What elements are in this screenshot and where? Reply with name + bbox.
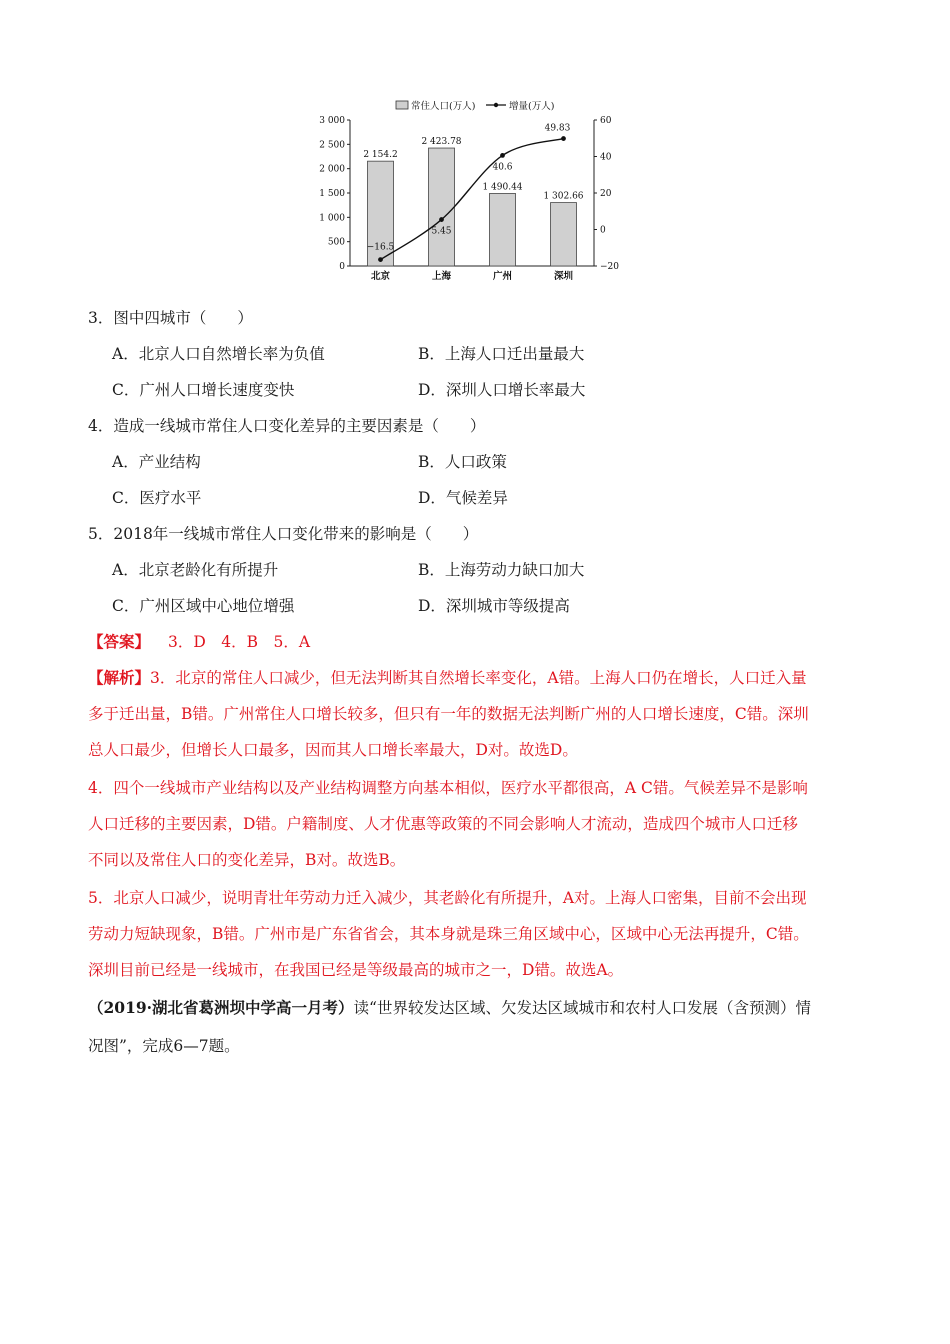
question-4-option-c: C．医疗水平 [112,489,202,507]
question-3-option-d: D．深圳人口增长率最大 [418,381,586,399]
question-5-option-c: C．广州区域中心地位增强 [112,597,295,615]
question-4-option-b: B．人口政策 [418,453,507,471]
bar-value-label: 2 154.2 [363,150,398,161]
left-axis-tick-label: 500 [327,237,345,248]
left-axis-tick-label: 2 500 [319,140,345,151]
increase-value-label: 40.6 [492,162,513,173]
question-3-option-c: C．广州人口增长速度变快 [112,381,295,399]
right-axis-tick-label: 60 [600,116,612,126]
increase-point-3 [500,153,505,158]
question-5-stem: 5．2018年一线城市常住人口变化带来的影响是（ ） [88,525,479,543]
answer-label: 【答案】 [88,632,151,651]
question-4-stem: 4．造成一线城市常住人口变化差异的主要因素是（ ） [88,417,486,435]
left-axis-tick-label: 2 000 [319,164,345,175]
bar-4 [551,203,577,266]
increase-line [381,139,564,260]
population-chart [300,96,630,286]
right-axis-tick-label: −20 [600,262,619,272]
bar-value-label: 1 302.66 [543,191,584,202]
bar-value-label: 1 490.44 [482,182,523,193]
next-question-source-line-2: 况图”，完成6—7题。 [88,1037,240,1055]
analysis-line-7: 5．北京人口减少，说明青壮年劳动力迁入减少，其老龄化有所提升，A对。上海人口密集，目前不会出现 [88,889,807,907]
left-axis-tick-label: 0 [339,262,345,272]
question-4-option-a: A．产业结构 [112,453,201,471]
question-4-option-d: D．气候差异 [418,489,508,507]
analysis-label: 【解析】 [88,668,151,687]
legend-line-marker [494,103,498,107]
analysis-line-2: 多于迁出量，B错。广州常住人口增长较多，但只有一年的数据无法判断广州的人口增长速度，C错。深圳 [88,705,809,723]
increase-value-label: 49.83 [544,123,571,134]
legend-bar-swatch [396,101,408,109]
analysis-line-5: 人口迁移的主要因素，D错。户籍制度、人才优惠等政策的不同会影响人才流动，造成四个城市人口迁移 [88,815,798,833]
legend-bar-label: 常住人口(万人) [411,101,476,112]
x-category-label: 广州 [492,271,513,282]
source-text: 读“世界较发达区域、欠发达区域城市和农村人口发展（含预测）情 [353,999,811,1017]
increase-value-label: 5.45 [431,226,452,237]
increase-point-4 [561,136,566,141]
question-5-option-a: A．北京老龄化有所提升 [112,561,279,579]
answer-line [88,632,310,652]
bar-2 [429,148,455,266]
increase-point-1 [378,257,383,262]
left-axis-tick-label: 1 000 [319,213,345,224]
left-axis-tick-label: 3 000 [319,116,345,126]
bar-value-label: 2 423.78 [421,137,462,148]
answer-text: 3．D 4．B 5．A [168,633,311,651]
question-3-stem: 3．图中四城市（ ） [88,309,253,327]
increase-value-label: −16.5 [366,242,395,253]
analysis-line-9: 深圳目前已经是一线城市，在我国已经是等级最高的城市之一，D错。故选A。 [88,961,624,979]
bar-3 [490,193,516,266]
x-category-label: 深圳 [553,271,574,282]
left-axis-tick-label: 1 500 [319,189,345,199]
analysis-line-3: 总人口最少，但增长人口最多，因而其人口增长率最大，D对。故选D。 [88,741,578,759]
analysis-line-6: 不同以及常住人口的变化差异，B对。故选B。 [88,851,406,869]
legend-line-label: 增量(万人) [509,101,555,112]
question-3-option-b: B．上海人口迁出量最大 [418,345,585,363]
analysis-line-8: 劳动力短缺现象，B错。广州市是广东省省会，其本身就是珠三角区域中心，区域中心无法再提升，C错。 [88,925,809,943]
source-tag: （2019·湖北省葛洲坝中学高一月考） [88,998,354,1017]
right-axis-tick-label: 40 [600,152,612,163]
question-5-option-d: D．深圳城市等级提高 [418,597,570,615]
question-3-option-a: A．北京人口自然增长率为负值 [112,345,325,363]
x-category-label: 上海 [431,271,452,282]
analysis-line-4: 4．四个一线城市产业结构以及产业结构调整方向基本相似，医疗水平都很高，A C错。气候差异不是影响 [88,779,808,797]
next-question-source [88,998,811,1018]
x-category-label: 北京 [370,271,391,282]
analysis-line-1: 【解析】3．北京的常住人口减少，但无法判断其自然增长率变化，A错。上海人口仍在增长，人口迁入量 [88,668,807,687]
right-axis-tick-label: 20 [600,189,612,199]
question-5-option-b: B．上海劳动力缺口加大 [418,561,585,579]
increase-point-2 [439,217,444,222]
right-axis-tick-label: 0 [600,225,606,236]
